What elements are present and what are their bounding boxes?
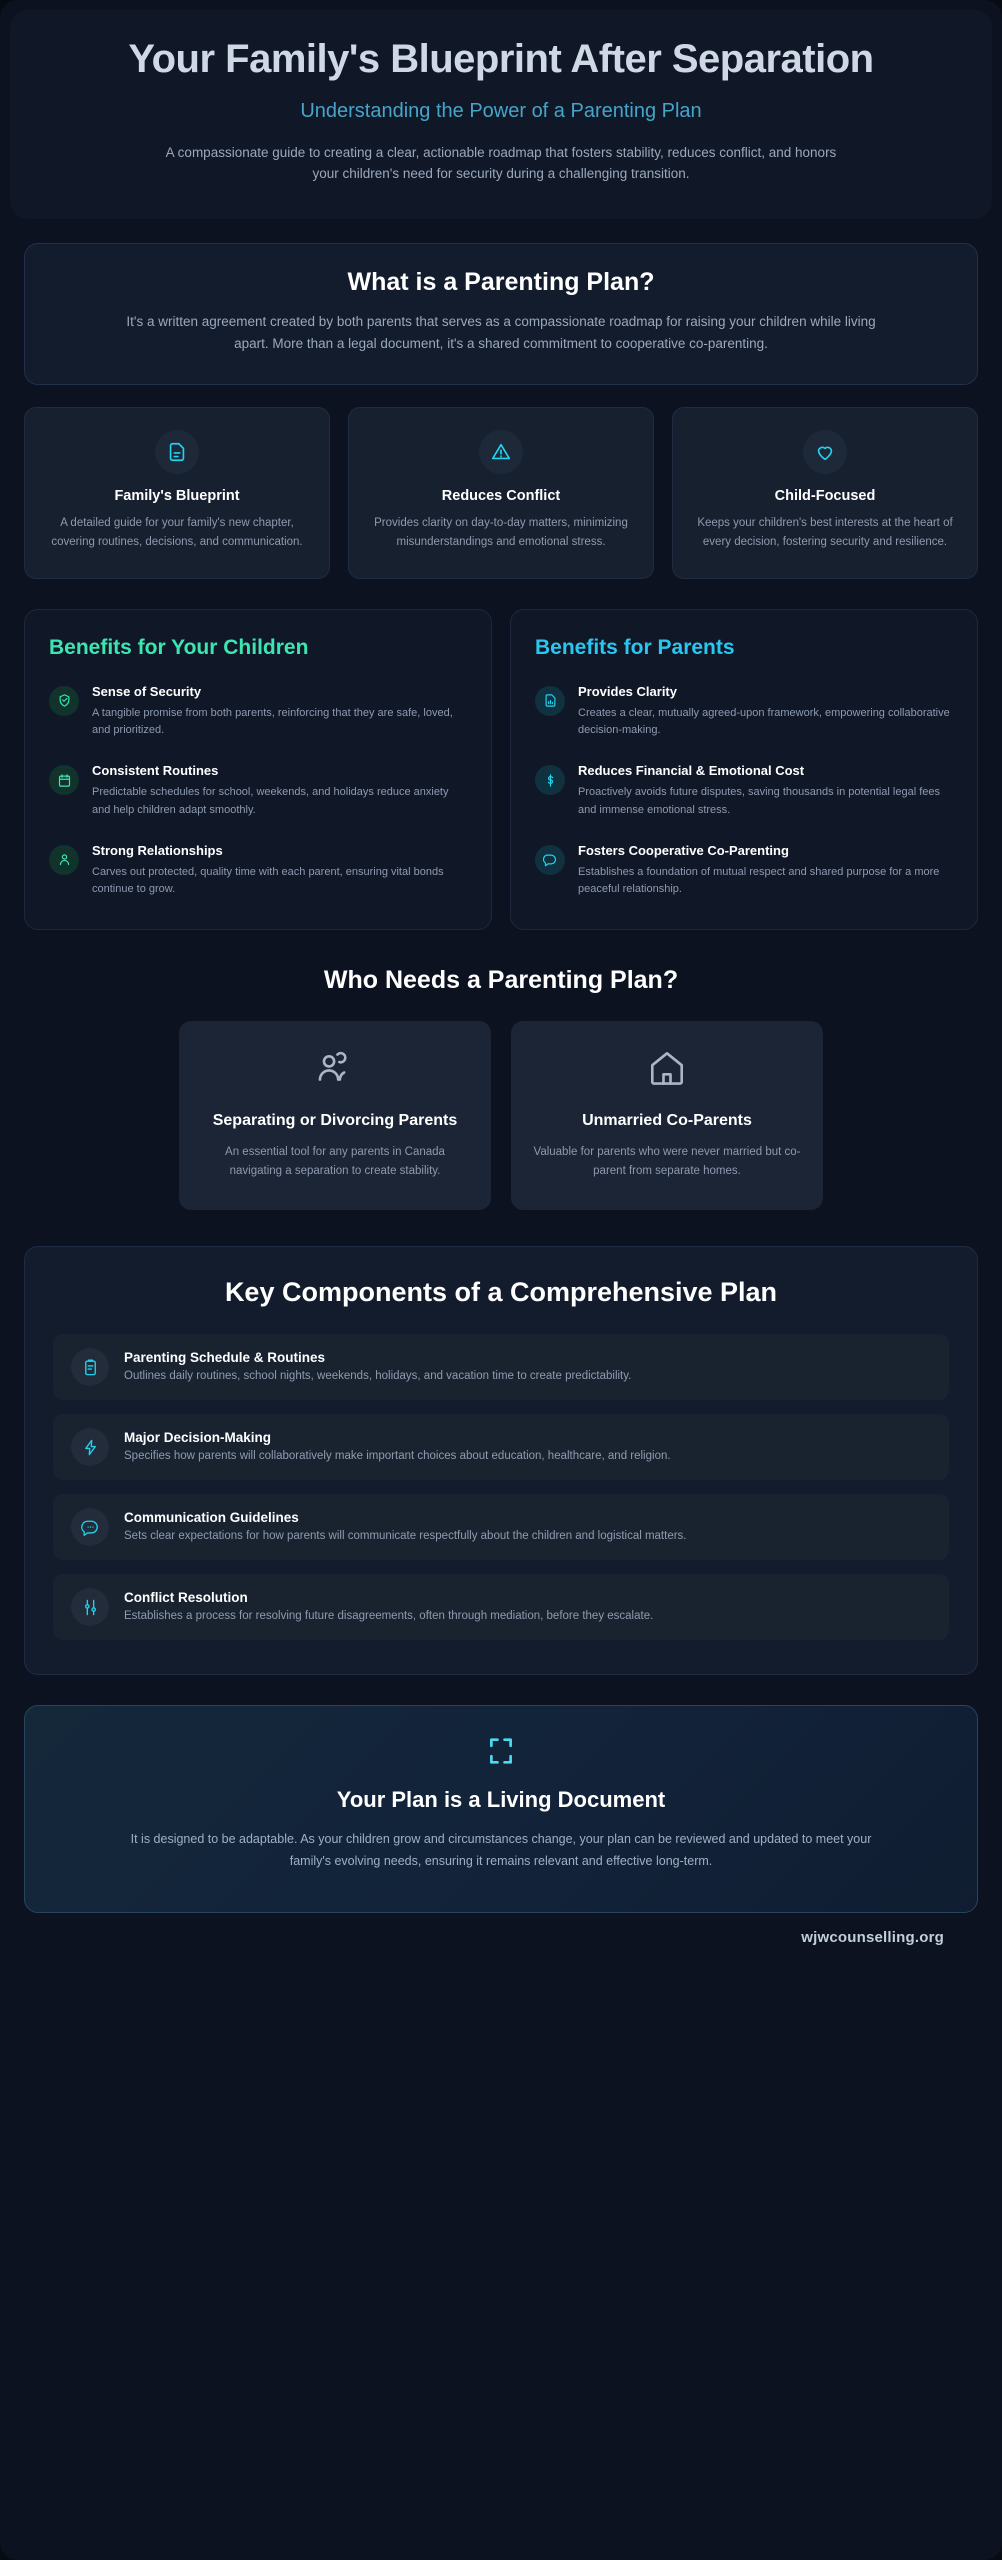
hero-section	[10, 10, 992, 219]
who-needs-section	[24, 966, 978, 1211]
dollar-icon	[535, 765, 565, 795]
chat-bubble-icon	[71, 1508, 109, 1546]
key-component-row	[53, 1334, 949, 1400]
who-needs-card	[511, 1021, 823, 1211]
key-components-heading: Key Components of a Comprehensive Plan	[224, 1277, 778, 1308]
who-needs-card-description: Valuable for parents who were never married but co-parent from separate homes.	[533, 1146, 801, 1177]
key-component-description: Establishes a process for resolving future disagreements, often through mediation, before they escalate.	[124, 1609, 654, 1622]
living-document-section	[24, 1705, 978, 1913]
living-document-heading: Your Plan is a Living Document	[336, 1787, 666, 1813]
bolt-icon	[71, 1428, 109, 1466]
benefit-item-description: A tangible promise from both parents, reinforcing that they are safe, loved, and prioritized.	[92, 706, 453, 736]
key-component-row	[53, 1414, 949, 1480]
who-needs-card-list	[24, 1021, 978, 1211]
benefit-item	[535, 843, 953, 899]
feature-card-description: Provides clarity on day-to-day matters, minimizing misunderstandings and emotional stress.	[374, 517, 628, 549]
benefit-item	[535, 684, 953, 740]
shield-check-icon	[49, 686, 79, 716]
user-icon	[49, 845, 79, 875]
key-components-section	[24, 1246, 978, 1675]
key-component-title: Conflict Resolution	[124, 1589, 248, 1605]
chat-bubble-icon	[535, 845, 565, 875]
benefit-item-description: Carves out protected, quality time with each parent, ensuring vital bonds continue to grow.	[92, 865, 444, 896]
feature-card-title: Family's Blueprint	[114, 488, 240, 505]
hero-lede: A compassionate guide to creating a clear, actionable roadmap that fosters stability, reduces conflict, and honors your children's need for security during a challenging transition.	[165, 145, 837, 182]
what-is-section	[24, 243, 978, 385]
who-needs-card-title: Unmarried Co-Parents	[582, 1111, 752, 1129]
benefit-item-title: Sense of Security	[92, 683, 202, 699]
clipboard-icon	[71, 1348, 109, 1386]
document-chart-icon	[535, 686, 565, 716]
what-is-body: It's a written agreement created by both parents that serves as a compassionate roadmap for raising your children while living apart. More than a legal document, it's a shared commitment to cooperative co-parenting.	[126, 314, 876, 351]
key-component-row	[53, 1574, 949, 1640]
parent-child-icon	[201, 1047, 469, 1094]
feature-card	[24, 407, 330, 578]
key-component-row	[53, 1494, 949, 1560]
feature-card	[672, 407, 978, 578]
benefit-item	[49, 843, 467, 899]
living-document-body: It is designed to be adaptable. As your children grow and circumstances change, your plan can be reviewed and updated to meet your family's evolving needs, ensuring it remains relevant and effective long-term.	[130, 1832, 872, 1868]
calendar-icon	[49, 765, 79, 795]
benefit-item-title: Fosters Cooperative Co-Parenting	[578, 842, 789, 858]
benefits-section	[24, 609, 978, 930]
key-component-description: Sets clear expectations for how parents will communicate respectfully about the children and logistical matters.	[124, 1529, 687, 1542]
document-icon	[155, 430, 199, 474]
feature-card-list	[24, 407, 978, 578]
benefit-item-title: Provides Clarity	[578, 683, 677, 699]
who-needs-card	[179, 1021, 491, 1211]
benefit-item	[535, 763, 953, 819]
footer-site-label: wjwcounselling.org	[801, 1928, 944, 1946]
who-needs-card-title: Separating or Divorcing Parents	[212, 1111, 458, 1129]
benefit-item-title: Strong Relationships	[92, 842, 223, 858]
benefits-parents-panel	[510, 609, 978, 930]
sliders-icon	[71, 1588, 109, 1626]
benefit-item-title: Reduces Financial & Emotional Cost	[578, 763, 805, 779]
what-is-heading: What is a Parenting Plan?	[347, 268, 655, 297]
benefit-item-description: Establishes a foundation of mutual respect and shared purpose for a more peaceful relationship.	[578, 865, 940, 896]
key-component-description: Specifies how parents will collaboratively make important choices about education, healthcare, and religion.	[124, 1449, 671, 1462]
feature-card-title: Reduces Conflict	[441, 488, 561, 505]
feature-card-description: A detailed guide for your family's new chapter, covering routines, decisions, and communication.	[51, 517, 303, 549]
key-component-description: Outlines daily routines, school nights, weekends, holidays, and vacation time to create predictability.	[124, 1369, 632, 1382]
heart-icon	[803, 430, 847, 474]
benefit-item-description: Predictable schedules for school, weekends, and holidays reduce anxiety and help children adapt smoothly.	[92, 786, 449, 816]
alert-triangle-icon	[479, 430, 523, 474]
feature-card	[348, 407, 654, 578]
key-component-title: Parenting Schedule & Routines	[124, 1349, 326, 1365]
benefit-item-description: Proactively avoids future disputes, saving thousands in potential legal fees and immense emotional stress.	[578, 786, 940, 816]
who-needs-heading: Who Needs a Parenting Plan?	[323, 965, 679, 994]
benefit-item	[49, 763, 467, 819]
expand-frame-icon	[85, 1734, 917, 1773]
benefit-item-description: Creates a clear, mutually agreed-upon framework, empowering collaborative decision-making.	[578, 706, 950, 736]
benefit-item	[49, 684, 467, 740]
page-title: Your Family's Blueprint After Separation	[128, 37, 874, 81]
feature-card-description: Keeps your children's best interests at the heart of every decision, fostering security and resilience.	[697, 517, 953, 549]
home-icon	[533, 1047, 801, 1094]
key-component-title: Major Decision-Making	[124, 1429, 272, 1445]
benefit-item-title: Consistent Routines	[92, 763, 219, 779]
key-component-title: Communication Guidelines	[124, 1509, 299, 1525]
feature-card-title: Child-Focused	[774, 488, 876, 505]
benefits-children-panel	[24, 609, 492, 930]
who-needs-card-description: An essential tool for any parents in Canada navigating a separation to create stability.	[225, 1146, 445, 1177]
benefits-children-title: Benefits for Your Children	[49, 635, 309, 659]
page-subtitle: Understanding the Power of a Parenting Plan	[300, 100, 702, 123]
benefits-parents-title: Benefits for Parents	[535, 635, 735, 659]
